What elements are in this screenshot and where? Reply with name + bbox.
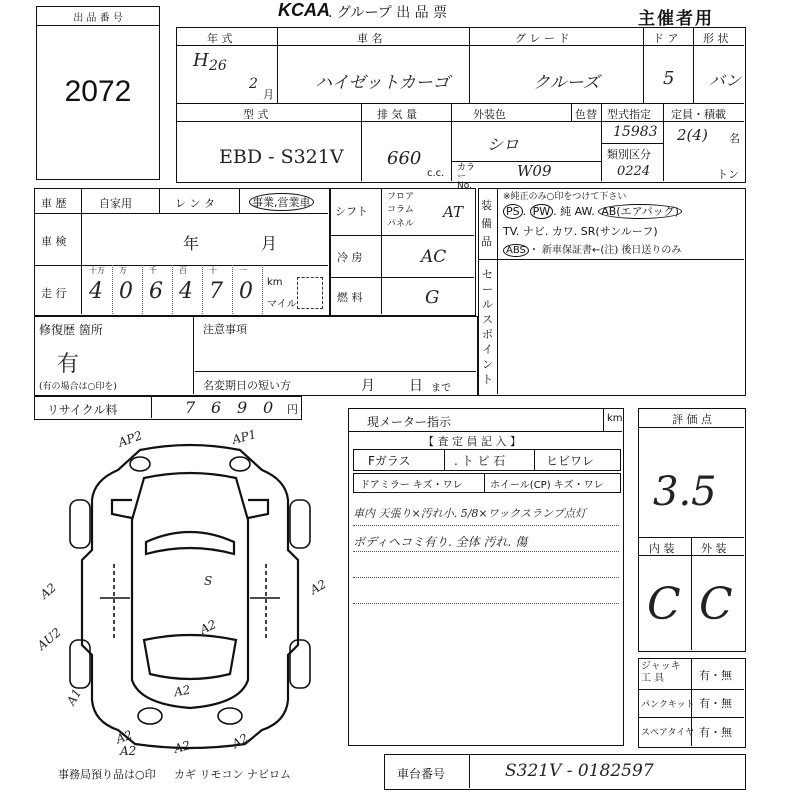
equipment-line2: TV. ナビ. カワ. SR(サンルーフ) [503, 225, 658, 238]
displacement-label: 排 気 量 [377, 108, 417, 121]
repair-value: 有 [57, 352, 80, 377]
shift-grid [330, 188, 476, 316]
car-name-label: 車 名 [357, 32, 383, 45]
mileage-unit-km: km [267, 277, 283, 288]
recycle-digit: 7 [185, 398, 196, 417]
month-value: 2 [249, 76, 258, 92]
notes-label: 注意事項 [203, 323, 247, 336]
mirror-row [353, 473, 621, 493]
equipment-line3 [503, 241, 681, 256]
category-label: 類別区分 [607, 148, 651, 161]
mileage-digit: 4 [89, 279, 103, 304]
inspector-grid [348, 408, 624, 746]
exterior-grade: C [699, 579, 733, 630]
month-unit: 月 [263, 88, 274, 101]
category: 0224 [617, 164, 651, 179]
model: EBD - S321V [219, 146, 344, 168]
spare-label: スペアタイヤ [641, 728, 695, 738]
puncture-yesno: 有・無 [699, 697, 732, 710]
color-no-label: カラー No. [457, 163, 476, 191]
mileage-digit-cell [83, 265, 113, 314]
year-label: 年 式 [207, 32, 233, 45]
damage-mark: A2 [197, 617, 219, 637]
mileage-digit: 7 [209, 279, 223, 304]
spare-yesno: 有・無 [699, 726, 732, 739]
mileage-unit-checkbox [297, 277, 323, 309]
sales-point-label: セールスポイント [482, 268, 493, 386]
mileage-digit-cell [173, 265, 203, 314]
puncture-label: パンクキット [641, 700, 695, 710]
inspection-month: 月 [261, 234, 278, 253]
shift-opt-floor: フロア [387, 192, 415, 202]
recycle-unit: 円 [287, 403, 298, 416]
damage-mark: AP2 [116, 428, 145, 450]
aircon-label: 冷 房 [337, 251, 363, 264]
jack-yesno: 有・無 [699, 669, 732, 682]
body: バン [709, 71, 742, 90]
equip-ps: PS [503, 204, 523, 219]
mileage-digit: 0 [119, 279, 133, 304]
owner-label: 主催者用 [638, 9, 714, 29]
capacity-unit: 名 [729, 132, 740, 145]
jack-label: ジャッキ 工 具 [641, 661, 681, 684]
interior-grade: C [647, 579, 681, 630]
recycle-digit: 6 [211, 398, 222, 417]
inspector-remark-2: ボディヘコミ有り. 全体 汚れ. 傷 [353, 535, 528, 549]
damage-mark: A2 [229, 730, 251, 752]
warranty-note: ・ 新車保証書←(注) 後日送りのみ [528, 245, 682, 256]
repair-note: (有の場合は○印を) [39, 382, 117, 392]
inspector-remark-1: 車内 天張り×汚れ小. 5/8×ワックスランプ点灯 [353, 507, 586, 520]
rating-score: 3.5 [653, 469, 717, 515]
year-era: H [193, 50, 209, 71]
history-business: 事業,営業車 [249, 193, 314, 211]
history-private: 自家用 [99, 197, 132, 210]
type-spec: 15983 [613, 124, 658, 140]
glass-row [353, 449, 621, 471]
rating-label: 評 価 点 [672, 413, 712, 426]
meter-label: 現メーター指示 [367, 415, 452, 429]
deadline-label: 名変期日の短い方 [203, 379, 291, 392]
inspector-title: 【 査 定 員 記 入 】 [423, 435, 521, 448]
displacement: 660 [387, 148, 422, 169]
body-label: 形 状 [703, 32, 729, 45]
interior-label: 内 装 [649, 542, 675, 555]
mileage-digit: 0 [239, 279, 253, 304]
grade: クルーズ [533, 73, 600, 93]
mileage-digit: 6 [149, 279, 163, 304]
exterior-label: 外 装 [701, 542, 727, 555]
deadline-day: 日 [409, 378, 423, 394]
damage-mark: A2 [120, 744, 137, 758]
fuel-value: G [425, 287, 440, 308]
chassis-number: S321V - 0182597 [505, 761, 654, 781]
shift-label: シフト [335, 205, 368, 218]
equip-abs: ABS [503, 244, 529, 257]
mileage-unit-label: 千 [149, 266, 157, 275]
damage-mark: A2 [172, 738, 192, 756]
doors-label: ド ア [653, 32, 679, 45]
chassis-box [384, 754, 746, 790]
mirror-label: ドアミラー キズ・ワレ [360, 480, 463, 491]
capacity: 2(4) [677, 126, 708, 144]
color: シロ [487, 135, 520, 154]
vehicle-info-grid [176, 27, 746, 191]
damage-mark: A2 [114, 727, 135, 747]
glass-crack: ヒビワレ [546, 454, 595, 468]
equip-ab: AB(エアバッグ) [598, 204, 682, 219]
equip-aw: 純 AW [560, 205, 592, 218]
keys-note: 事務局預り品は○印 [58, 768, 156, 781]
mileage-unit-mile: マイル [267, 299, 297, 310]
color-change-label: 色替 [575, 108, 597, 121]
keys-list: カギ リモコン ナビロム [174, 768, 291, 781]
lot-number-label: 出 品 番 号 [37, 9, 159, 26]
lot-number-box [36, 6, 160, 180]
deadline-month: 月 [361, 378, 375, 394]
mileage-unit-label: 一 [239, 266, 247, 275]
brand-logo: KCAA [278, 0, 330, 20]
form-title: . グループ 出 品 票 [328, 5, 448, 21]
damage-mark: A1 [64, 686, 85, 708]
fuel-label: 燃 料 [337, 291, 363, 304]
deadline-suffix: まで [431, 383, 451, 394]
mileage-unit-label: 万 [119, 266, 127, 275]
history-rental: レ ン タ [175, 197, 215, 210]
rating-box [638, 408, 746, 652]
chassis-label: 車台番号 [397, 767, 446, 781]
shift-opt-panel: パネル [387, 219, 415, 229]
grade-label: グ レ ー ド [515, 32, 570, 45]
recycle-digit: 9 [237, 398, 248, 417]
repair-grid [34, 316, 478, 396]
equipment-label: 装備品 [481, 199, 492, 248]
model-label: 型 式 [243, 108, 269, 121]
year-value: 26 [209, 58, 227, 74]
type-spec-label: 型式指定 [607, 108, 651, 121]
car-name: ハイゼットカーゴ [315, 73, 450, 93]
color-no: W09 [517, 162, 552, 180]
mileage-label: 走 行 [41, 287, 67, 300]
equipment-grid [478, 188, 746, 396]
equip-pw: PW [530, 204, 554, 219]
equipment-line1: PS . PW . 純 AW. AB(エアバッグ) [503, 203, 682, 219]
mileage-digit: 4 [179, 279, 193, 304]
mileage-digit-cell [143, 265, 173, 314]
damage-mark: A2 [172, 682, 192, 700]
glass-opts: . ト ビ 石 [454, 454, 506, 468]
damage-mark: A2 [307, 576, 329, 598]
damage-mark: A2 [37, 580, 59, 602]
displacement-unit: c.c. [427, 168, 445, 179]
aircon-value: AC [421, 247, 447, 267]
car-diagram [40, 430, 340, 760]
inspection-year: 年 [183, 234, 200, 253]
mileage-unit-label: 百 [179, 266, 187, 275]
meter-unit: km [607, 413, 623, 424]
damage-mark: AU2 [34, 625, 64, 653]
damage-mark: S [204, 574, 213, 588]
shift-value: AT [443, 203, 464, 221]
inspection-label: 車 検 [41, 235, 67, 248]
equipment-note: ※純正のみ○印をつけて下さい [503, 192, 627, 202]
lot-number: 2072 [64, 75, 132, 108]
color-label: 外装色 [473, 108, 506, 121]
recycle-label: リサイクル料 [47, 403, 118, 417]
recycle-box [34, 396, 302, 420]
capacity-label: 定員・積載 [671, 108, 726, 121]
shift-opt-column: コラム [387, 205, 414, 215]
history-label: 車 歴 [41, 197, 67, 210]
history-grid [34, 188, 330, 316]
mileage-digit-cell [233, 265, 263, 314]
items-box [638, 658, 746, 748]
mileage-unit-label: 十万 [89, 266, 105, 275]
mileage-unit-label: 十 [209, 266, 217, 275]
doors: 5 [663, 68, 675, 89]
mileage-digit-cell [113, 265, 143, 314]
glass-label: Fガラス [368, 454, 411, 468]
mileage-digit-cell [203, 265, 233, 314]
damage-mark: AP1 [230, 427, 258, 447]
load-unit: トン [717, 168, 739, 181]
recycle-digit: 0 [263, 398, 274, 417]
repair-label: 修復歴 箇所 [39, 323, 103, 337]
wheel-label: ホイール(CP) キズ・ワレ [490, 480, 604, 491]
